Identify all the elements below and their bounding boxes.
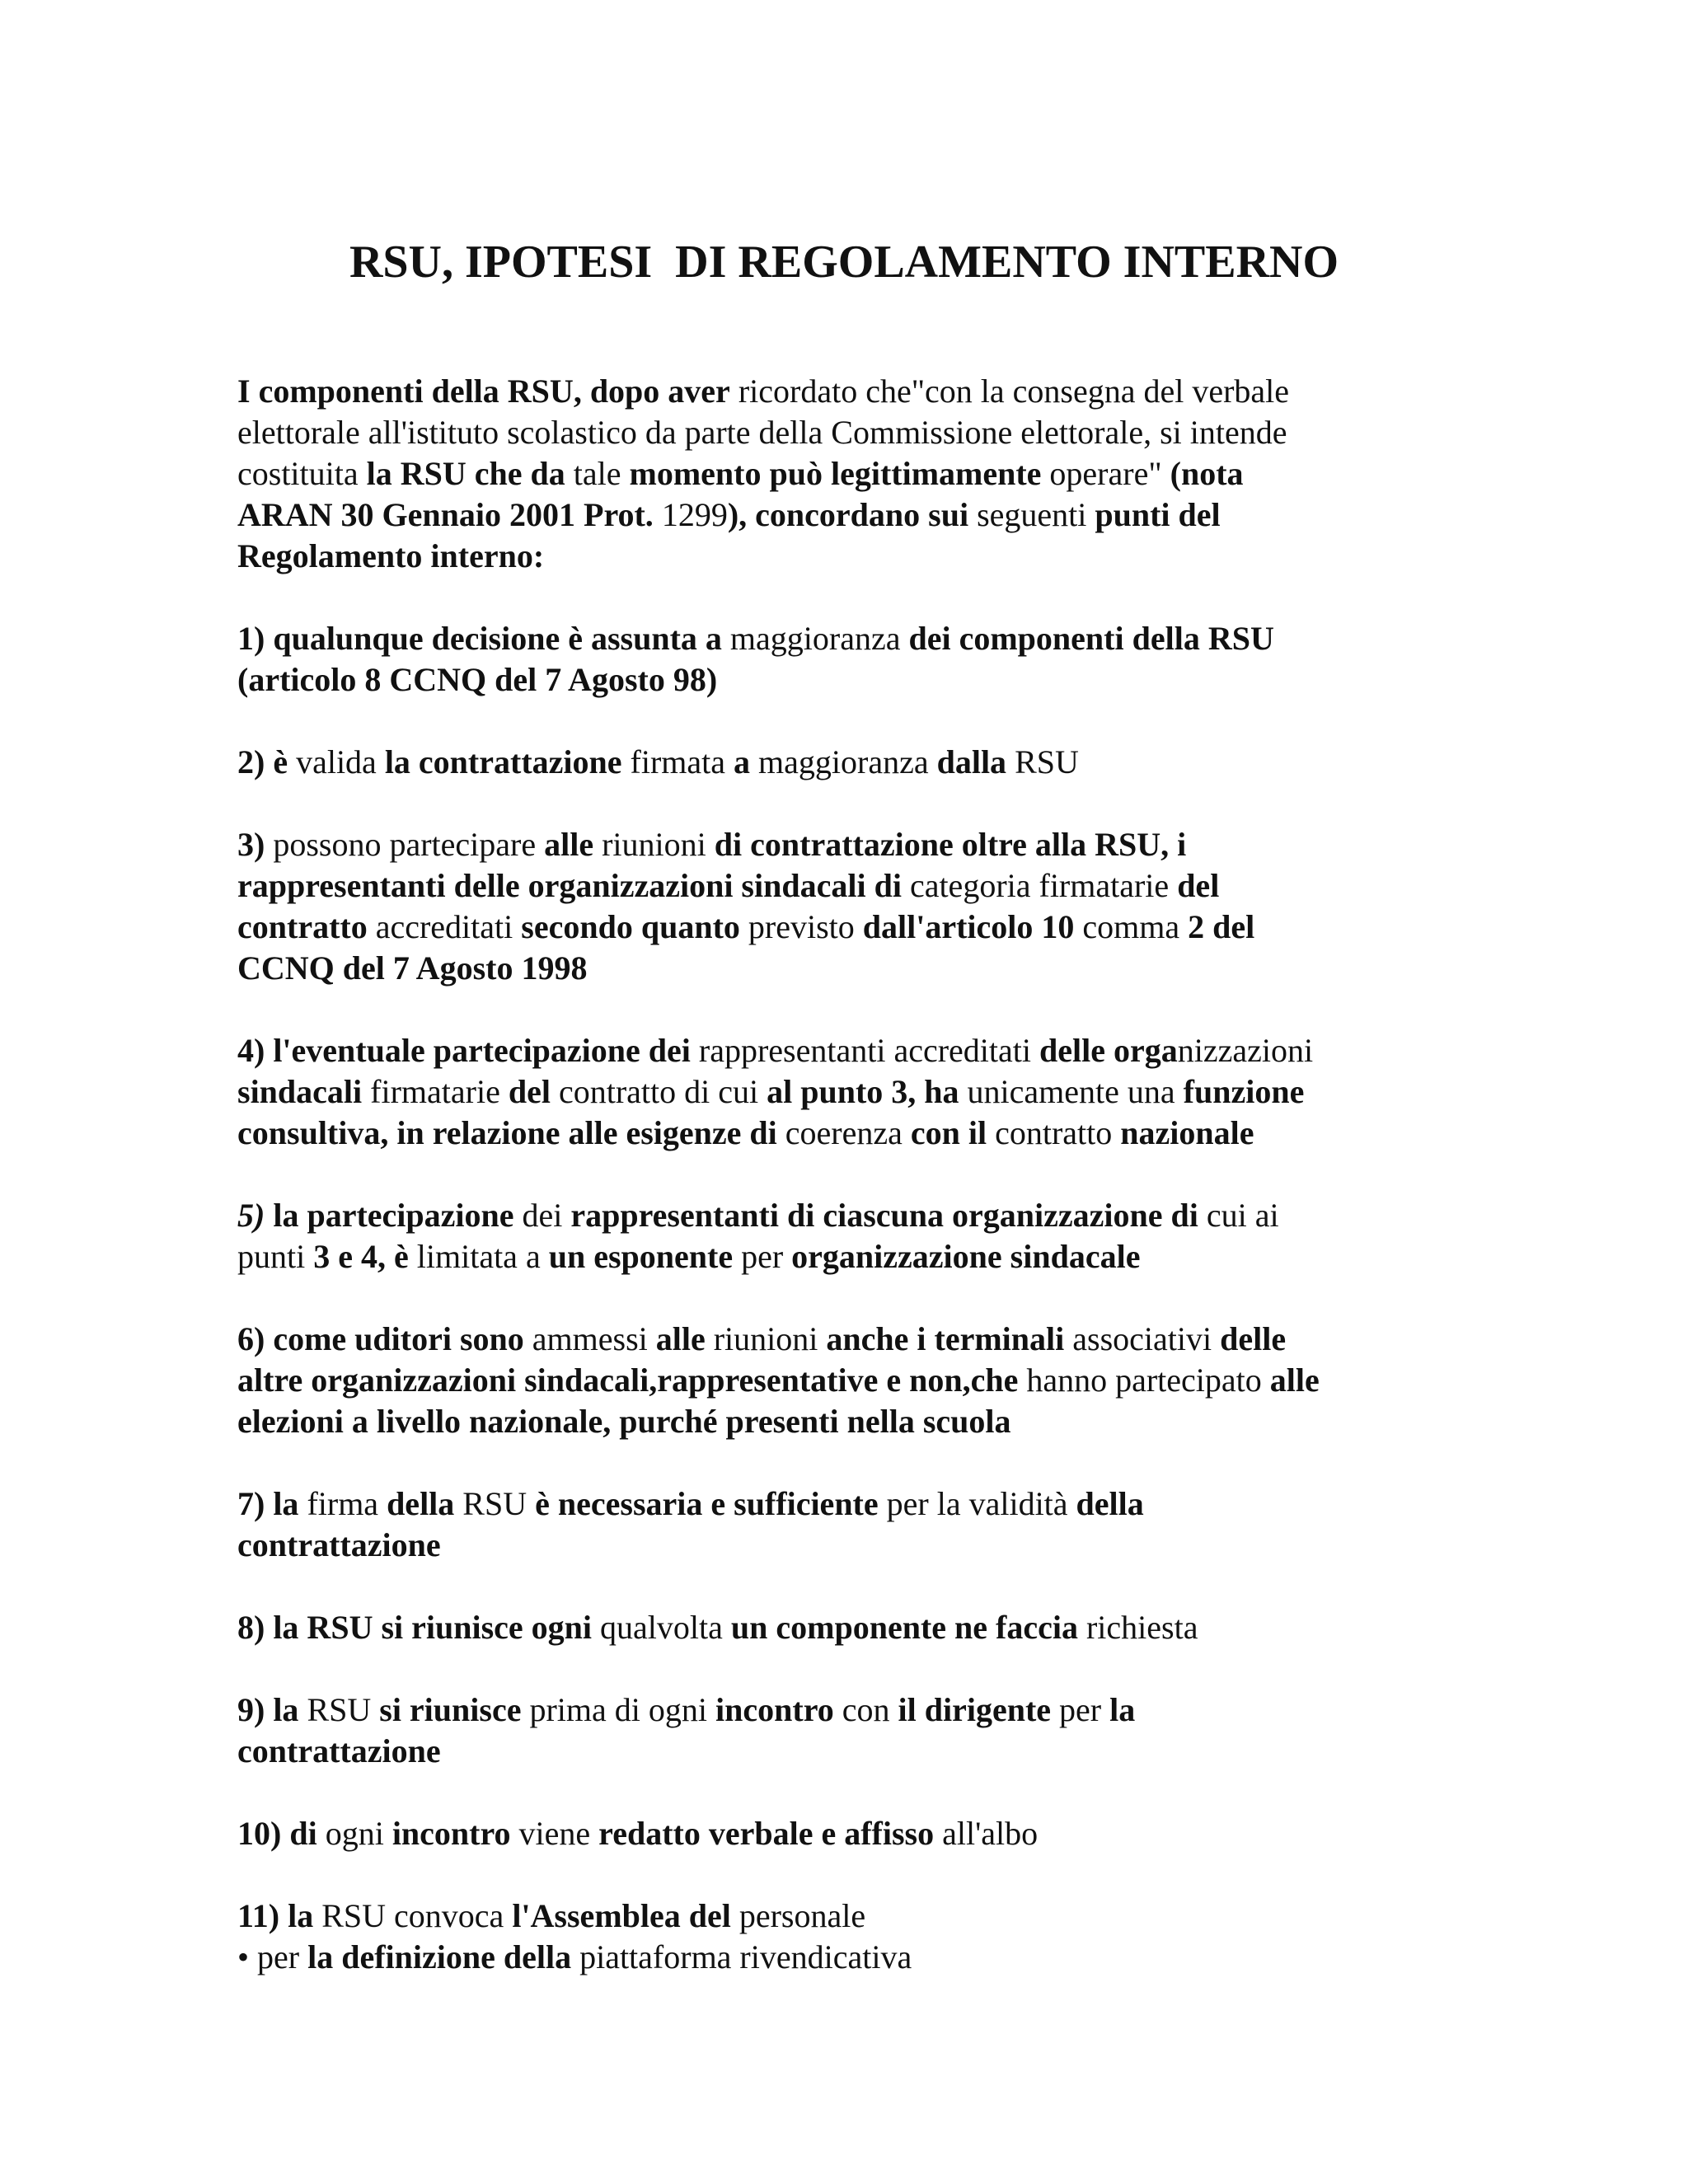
text-segment: del: [1177, 867, 1220, 904]
text-segment: 2 del: [1188, 908, 1255, 945]
text-segment: funzione: [1183, 1073, 1305, 1110]
text-line: [237, 1483, 1523, 1525]
text-segment: per la validità: [878, 1485, 1076, 1522]
text-segment: 7) la: [237, 1485, 299, 1522]
text-line: [237, 1319, 1523, 1360]
text-line: [237, 1813, 1523, 1854]
text-segment: di contrattazione oltre alla RSU, i: [714, 826, 1187, 863]
text-segment: la contrattazione: [384, 743, 622, 780]
paragraph: [237, 1896, 1523, 1978]
text-line: [237, 1607, 1523, 1648]
text-segment: il dirigente: [898, 1691, 1052, 1728]
text-segment: alle: [1269, 1361, 1320, 1399]
text-segment: 1) qualunque decisione è assunta a: [237, 620, 722, 657]
text-segment: richiesta: [1077, 1609, 1198, 1646]
text-segment: punti: [237, 1238, 314, 1275]
text-segment: maggioranza: [721, 620, 909, 657]
text-line: [237, 742, 1523, 783]
text-segment: firmata: [621, 743, 734, 780]
text-line: [237, 1195, 1523, 1236]
text-segment: [237, 1197, 265, 1234]
text-segment: RSU: [454, 1485, 536, 1522]
text-line: [237, 1236, 1523, 1277]
paragraph: [237, 1483, 1523, 1566]
text-segment: incontro: [715, 1691, 834, 1728]
text-segment: è necessaria e sufficiente: [535, 1485, 879, 1522]
text-segment: un componente ne faccia: [730, 1609, 1078, 1646]
text-segment: contrattazione: [237, 1526, 441, 1563]
text-segment: 11) la: [237, 1897, 314, 1934]
text-line: [237, 1071, 1523, 1113]
text-segment: organizzazione sindacale: [791, 1238, 1141, 1275]
text-segment: 8) la RSU si riunisce ogni: [237, 1609, 593, 1646]
text-segment: ogni: [316, 1815, 392, 1852]
text-segment: anche i terminali: [826, 1320, 1065, 1357]
text-segment: cui ai: [1198, 1197, 1279, 1234]
paragraph: [237, 824, 1523, 989]
text-segment: I componenti della RSU, dopo aver: [237, 373, 730, 410]
text-segment: del: [508, 1073, 551, 1110]
text-line: [237, 371, 1523, 412]
text-segment: alle: [655, 1320, 706, 1357]
paragraph: [237, 1030, 1523, 1154]
text-segment: della: [387, 1485, 455, 1522]
text-line: [237, 948, 1523, 989]
text-segment: operare": [1041, 455, 1170, 492]
text-line: [237, 824, 1523, 865]
text-segment: riunioni: [705, 1320, 827, 1357]
paragraph: [237, 1319, 1523, 1442]
text-segment: riunioni: [593, 826, 715, 863]
paragraph: [237, 742, 1523, 783]
text-segment: possono partecipare: [265, 826, 545, 863]
text-line: [237, 412, 1523, 453]
text-segment: delle orga: [1039, 1032, 1178, 1069]
text-segment: RSU convoca: [313, 1897, 513, 1934]
text-segment: la: [1109, 1691, 1136, 1728]
text-segment: 10) di: [237, 1815, 317, 1852]
text-segment: seguenti: [968, 496, 1095, 533]
text-segment: contrattazione: [237, 1732, 441, 1769]
text-segment: prima di ogni: [521, 1691, 716, 1728]
text-segment: dall'articolo 10: [862, 908, 1075, 945]
text-line: [237, 1731, 1523, 1772]
text-segment: secondo quanto: [521, 908, 740, 945]
text-line: [237, 1401, 1523, 1442]
text-segment: coerenza: [776, 1114, 911, 1151]
text-segment: altre organizzazioni sindacali,rappresentative e non,che: [237, 1361, 1019, 1399]
text-segment: rappresentanti delle organizzazioni sindacali di: [237, 867, 902, 904]
text-line: [237, 1113, 1523, 1154]
text-segment: previsto: [739, 908, 863, 945]
text-segment: con il: [910, 1114, 987, 1151]
text-segment: firma: [298, 1485, 387, 1522]
paragraph: [237, 1690, 1523, 1772]
text-segment: qualvolta: [592, 1609, 731, 1646]
paragraph: [237, 1195, 1523, 1277]
text-segment: ricordato che"con la consegna del verbale: [729, 373, 1290, 410]
text-segment: rappresentanti di ciascuna organizzazione di: [570, 1197, 1198, 1234]
text-segment: 3 e 4, è: [313, 1238, 409, 1275]
text-segment: momento può legittimamente: [629, 455, 1042, 492]
text-segment: con: [833, 1691, 898, 1728]
text-segment: piattaforma rivendicativa: [571, 1938, 912, 1975]
text-segment: 1299: [661, 496, 728, 533]
text-segment: ammessi: [523, 1320, 656, 1357]
text-segment: dei: [513, 1197, 571, 1234]
text-segment: sindacali: [237, 1073, 363, 1110]
text-segment: valida: [288, 743, 385, 780]
text-line: [237, 1937, 1523, 1978]
text-line: [237, 1360, 1523, 1401]
page-title: RSU, IPOTESI DI REGOLAMENTO INTERNO: [349, 237, 1339, 288]
text-segment: comma: [1074, 908, 1189, 945]
paragraph: [237, 371, 1523, 577]
text-segment: delle: [1220, 1320, 1287, 1357]
text-line: [237, 1896, 1523, 1937]
text-segment: (nota: [1170, 455, 1244, 492]
text-line: [237, 1690, 1523, 1731]
text-segment: firmatarie: [362, 1073, 509, 1110]
text-segment: dalla: [936, 743, 1007, 780]
text-segment: viene: [510, 1815, 599, 1852]
text-segment: a: [734, 743, 751, 780]
text-segment: alle: [544, 826, 594, 863]
text-segment: 3): [237, 826, 265, 863]
text-line: [237, 618, 1523, 659]
text-segment: incontro: [392, 1815, 511, 1852]
text-segment: (articolo 8 CCNQ del 7 Agosto 98): [237, 661, 718, 698]
text-line: [237, 865, 1523, 907]
text-segment: costituita: [237, 455, 367, 492]
text-line: [237, 453, 1523, 494]
text-segment: contratto: [237, 908, 368, 945]
text-segment: 5): [237, 1197, 265, 1234]
text-segment: accreditati: [367, 908, 522, 945]
text-segment: 9) la: [237, 1691, 299, 1728]
text-segment: categoria firmatarie: [901, 867, 1178, 904]
text-segment: la partecipazione: [265, 1197, 514, 1234]
text-segment: un esponente: [548, 1238, 734, 1275]
text-segment: si riunisce: [379, 1691, 522, 1728]
text-segment: l'Assemblea del: [512, 1897, 731, 1934]
text-line: [237, 1525, 1523, 1566]
text-segment: consultiva, in relazione alle esigenze di: [237, 1114, 777, 1151]
text-line: [237, 907, 1523, 948]
text-segment: all'albo: [934, 1815, 1039, 1852]
text-segment: al punto 3, ha: [767, 1073, 959, 1110]
text-segment: • per: [237, 1938, 308, 1975]
paragraph: [237, 1607, 1523, 1648]
paragraph: [237, 1813, 1523, 1854]
text-segment: elettorale all'istituto scolastico da parte della Commissione elettorale, si intende: [237, 414, 1287, 451]
text-segment: 2) è: [237, 743, 288, 780]
text-line: [237, 494, 1523, 536]
text-segment: limitata a: [408, 1238, 549, 1275]
text-segment: tale: [565, 455, 630, 492]
text-segment: la RSU che da: [366, 455, 565, 492]
text-segment: 4) l'eventuale partecipazione dei: [237, 1032, 691, 1069]
text-line: [237, 536, 1523, 577]
text-segment: ARAN 30 Gennaio 2001 Prot.: [237, 496, 662, 533]
text-segment: RSU: [298, 1691, 380, 1728]
text-segment: personale: [730, 1897, 866, 1934]
text-segment: unicamente una: [959, 1073, 1184, 1110]
text-segment: per: [733, 1238, 792, 1275]
text-segment: nazionale: [1120, 1114, 1254, 1151]
text-segment: contratto di cui: [550, 1073, 767, 1110]
text-segment: per: [1051, 1691, 1110, 1728]
text-segment: RSU: [1006, 743, 1079, 780]
text-segment: maggioranza: [750, 743, 937, 780]
text-segment: 6) come uditori sono: [237, 1320, 524, 1357]
text-line: [237, 659, 1523, 701]
text-line: [237, 1030, 1523, 1071]
text-segment: punti del: [1095, 496, 1221, 533]
text-segment: Regolamento interno:: [237, 537, 545, 574]
text-segment: contratto: [987, 1114, 1121, 1151]
text-segment: nizzazioni: [1177, 1032, 1314, 1069]
text-segment: elezioni a livello nazionale, purché presenti nella scuola: [237, 1403, 1011, 1440]
paragraph: [237, 618, 1523, 701]
text-segment: della: [1076, 1485, 1144, 1522]
text-segment: CCNQ del 7 Agosto 1998: [237, 949, 588, 987]
text-segment: ), concordano sui: [727, 496, 969, 533]
text-segment: associativi: [1064, 1320, 1221, 1357]
text-segment: la definizione della: [307, 1938, 572, 1975]
text-segment: redatto verbale e affisso: [598, 1815, 935, 1852]
text-segment: dei componenti della RSU: [908, 620, 1274, 657]
text-segment: rappresentanti accreditati: [690, 1032, 1040, 1069]
text-segment: hanno partecipato: [1018, 1361, 1270, 1399]
